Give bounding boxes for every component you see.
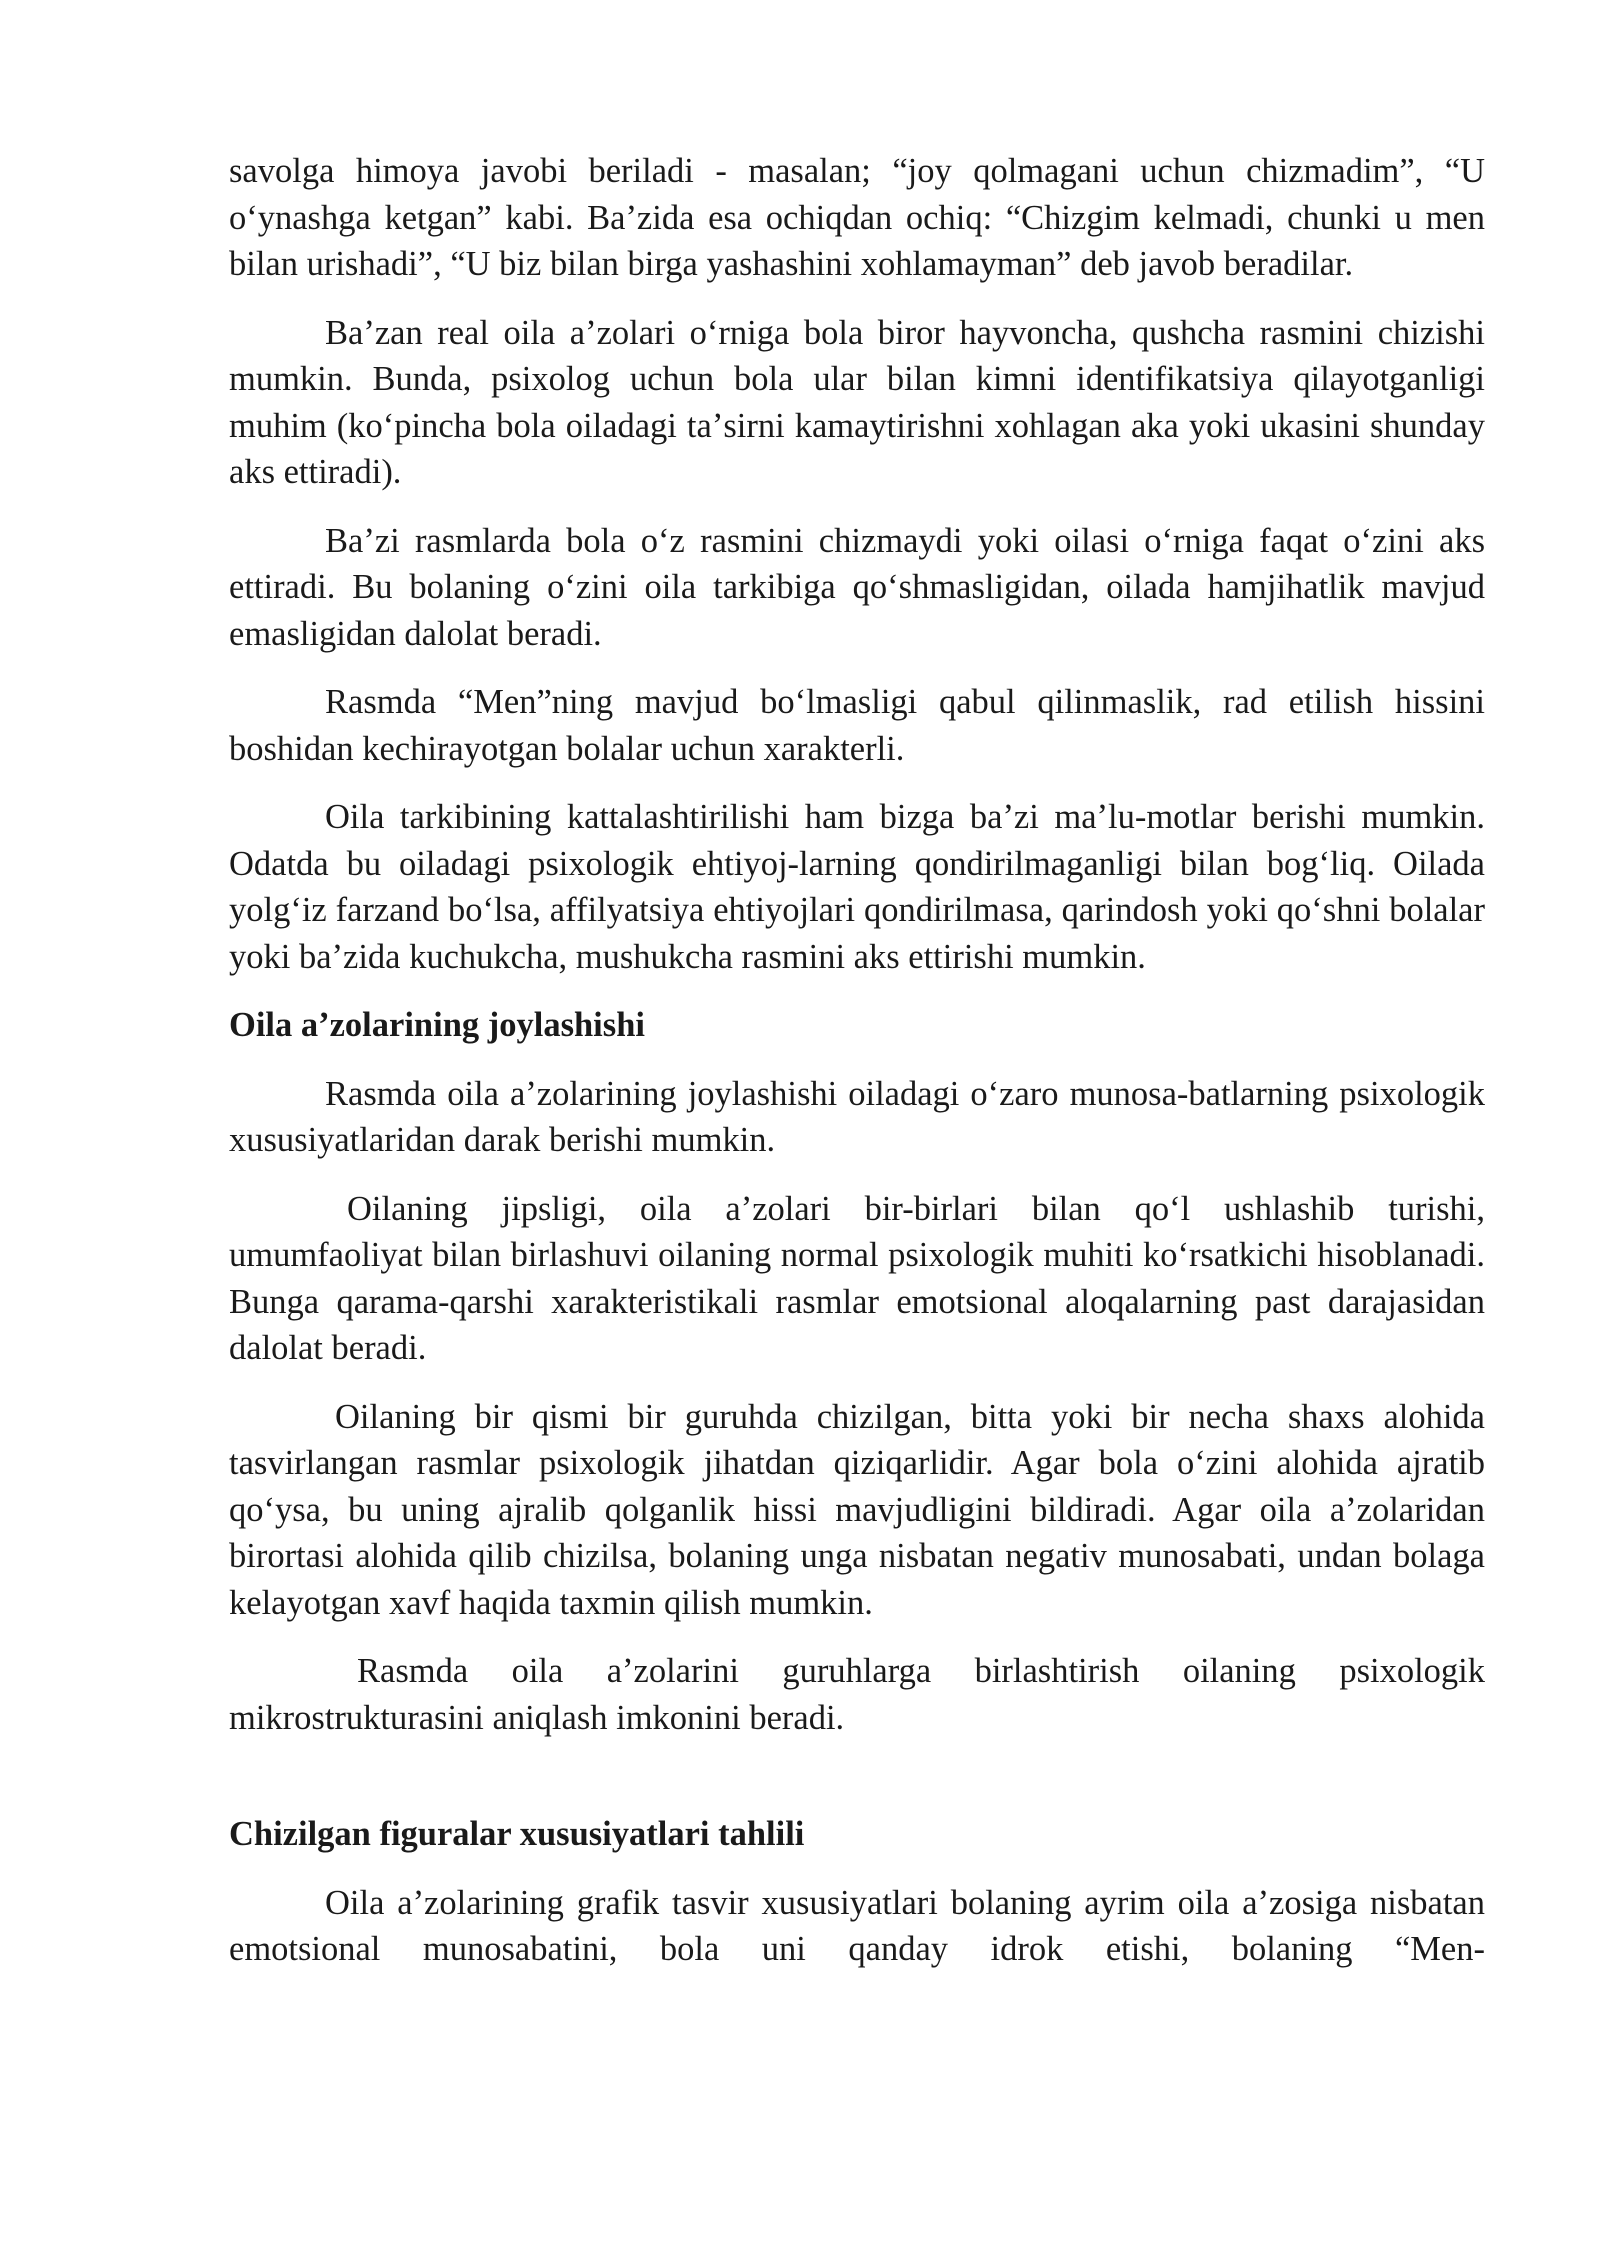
paragraph-2: Baʼzan real oila aʼzolari oʻrniga bola biror hayvoncha, qushcha rasmini chizishi mumkin. Bunda, psixolog uchun bola ular bilan kimni identifikatsiya qilayotganligi muhim (koʻpincha bola oiladagi taʼsirni kamaytirishni xohlagan aka yoki ukasini shunday aks ettiradi). xyxy=(229,313,1485,491)
paragraph-4: Rasmda “Men”ning mavjud boʻlmasligi qabul qilinmaslik, rad etilish hissini boshidan kechirayotgan bolalar uchun xarakterli. xyxy=(229,683,1485,768)
section-heading-figures: Chizilgan figuralar xususiyatlari tahlili xyxy=(229,1815,805,1853)
paragraph-1: savolga himoya javobi beriladi - masalan; “joy qolmagani uchun chizmadim”, “U oʻynashga ketgan” kabi. Baʼzida esa ochiqdan ochiq: “Chizgim kelmadi, chunki u men bilan urishadi”, “U biz bilan birga yashashini xohlamayman” deb javob beradilar. xyxy=(229,152,1485,283)
paragraph-3: Baʼzi rasmlarda bola oʻz rasmini chizmaydi yoki oilasi oʻrniga faqat oʻzini aks ettiradi. Bu bolaning oʻzini oila tarkibiga qoʻshmasligidan, oilada hamjihatlik mavjud emasligidan dalolat beradi. xyxy=(229,521,1485,653)
document-page xyxy=(229,148,1485,1995)
section-heading-placement: Oila aʼzolarining joylashishi xyxy=(229,1006,645,1044)
paragraph-6: Rasmda oila aʼzolarining joylashishi oiladagi oʻzaro munosa-batlarning psixologik xususiyatlaridan darak berishi mumkin. xyxy=(229,1074,1485,1159)
paragraph-10: Oila aʼzolarining grafik tasvir xususiyatlari bolaning ayrim oila aʼzosiga nisbatan emotsional munosabatini, bola uni qanday idrok etishi, bolaning “Men- xyxy=(229,1883,1485,1968)
paragraph-5: Oila tarkibining kattalashtirilishi ham bizga baʼzi maʼlu-motlar berishi mumkin. Odatda bu oiladagi psixologik ehtiyoj-larning qondirilmaganligi bilan bogʻliq. Oilada yolgʻiz farzand boʻlsa, affilyatsiya ehtiyojlari qondirilmasa, qarindosh yoki qoʻshni bolalar yoki baʼzida kuchukcha, mushukcha rasmini aks ettirishi mumkin. xyxy=(229,798,1485,976)
paragraph-9: Rasmda oila aʼzolarini guruhlarga birlashtirish oilaning psixologik mikrostrukturasini aniqlash imkonini beradi. xyxy=(229,1652,1485,1737)
paragraph-7: Oilaning jipsligi, oila aʼzolari bir-birlari bilan qoʻl ushlashib turishi, umumfaoliyat bilan birlashuvi oilaning normal psixologik muhiti koʻrsatkichi hisoblanadi. Bunga qarama-qarshi xarakteristikali rasmlar emotsional aloqalarning past darajasidan dalolat beradi. xyxy=(229,1189,1485,1367)
paragraph-8: Oilaning bir qismi bir guruhda chizilgan, bitta yoki bir necha shaxs alohida tasvirlangan rasmlar psixologik jihatdan qiziqarlidir. Agar bola oʻzini alohida ajratib qoʻysa, bu uning ajralib qolganlik hissi mavjudligini bildiradi. Agar oila aʼzolaridan birortasi alohida qilib chizilsa, bolaning unga nisbatan negativ munosabati, undan bolaga kelayotgan xavf haqida taxmin qilish mumkin. xyxy=(229,1397,1485,1622)
